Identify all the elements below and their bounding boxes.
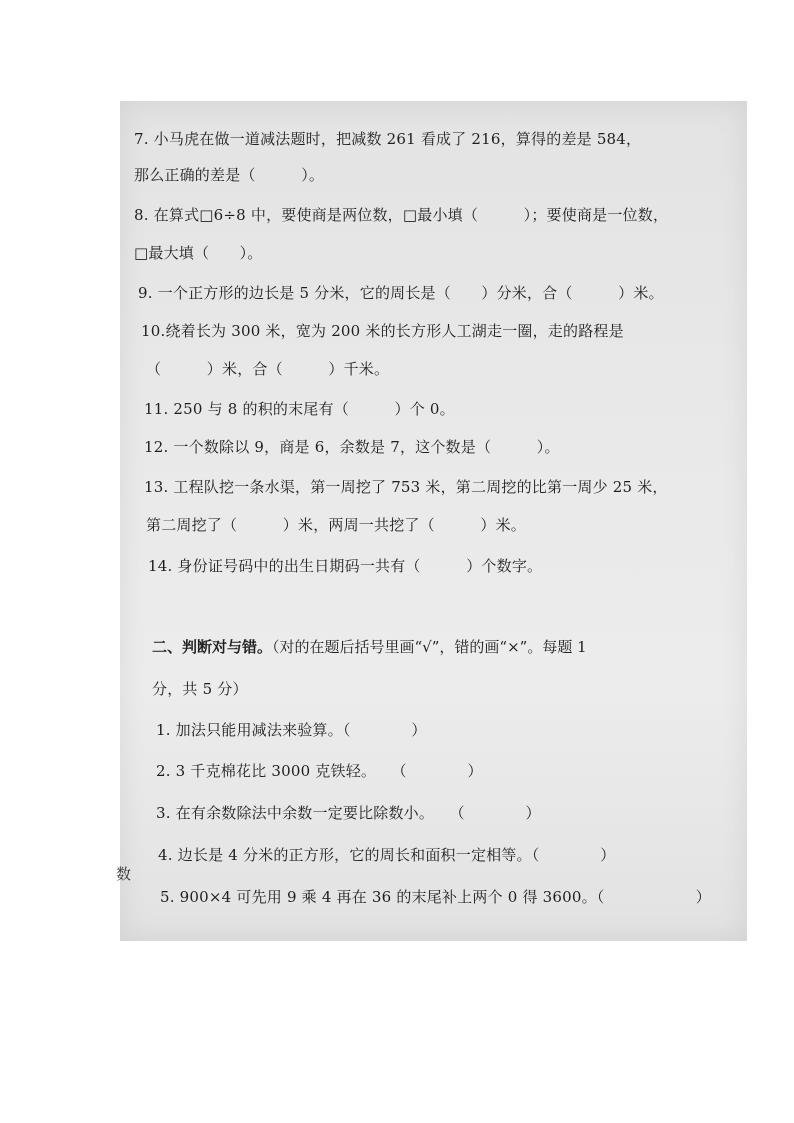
question-10-line-1: 10.绕着长为 300 米，宽为 200 米的长方形人工湖走一圈，走的路程是 [141, 322, 624, 340]
question-13-line-2: 第二周挖了（ ）米，两周一共挖了（ ）米。 [146, 516, 527, 534]
section-2-title: 二、判断对与错。 [152, 638, 273, 656]
judge-item-3: 3. 在有余数除法中余数一定要比除数小。 （ ） [156, 804, 541, 822]
question-11: 11. 250 与 8 的积的末尾有（ ）个 0。 [144, 400, 455, 418]
question-9: 9. 一个正方形的边长是 5 分米，它的周长是（ ）分米，合（ ）米。 [138, 284, 664, 302]
judge-item-5: 5. 900×4 可先用 9 乘 4 再在 36 的末尾补上两个 0 得 3600。（ ） [160, 888, 711, 906]
question-7-line-2: 那么正确的差是（ ）。 [134, 166, 325, 184]
question-14: 14. 身份证号码中的出生日期码一共有（ ）个数字。 [148, 557, 543, 575]
judge-item-4: 4. 边长是 4 分米的正方形，它的周长和面积一定相等。（ ） [158, 846, 616, 864]
section-2-instruction-cont: 分，共 5 分） [152, 680, 248, 698]
question-10-line-2: （ ）米，合（ ）千米。 [146, 360, 390, 378]
question-8-line-1: 8. 在算式□6÷8 中，要使商是两位数，□最小填（ ）；要使商是一位数， [134, 206, 669, 224]
judge-item-2: 2. 3 千克棉花比 3000 克铁轻。 （ ） [156, 762, 483, 780]
section-2-instruction: （对的在题后括号里画“√”，错的画“×”。每题 1 [272, 638, 587, 656]
section-2-heading [152, 636, 587, 657]
worksheet-photo [120, 101, 747, 941]
question-12: 12. 一个数除以 9，商是 6，余数是 7，这个数是（ ）。 [144, 438, 560, 456]
edge-text-fragment: 数 [116, 865, 132, 883]
question-13-line-1: 13. 工程队挖一条水渠，第一周挖了 753 米，第二周挖的比第一周少 25 米， [144, 478, 668, 496]
judge-item-1: 1. 加法只能用减法来验算。（ ） [156, 721, 427, 739]
question-7-line-1: 7. 小马虎在做一道减法题时，把减数 261 看成了 216，算得的差是 584， [134, 130, 642, 148]
question-8-line-2: □最大填（ ）。 [134, 244, 263, 262]
